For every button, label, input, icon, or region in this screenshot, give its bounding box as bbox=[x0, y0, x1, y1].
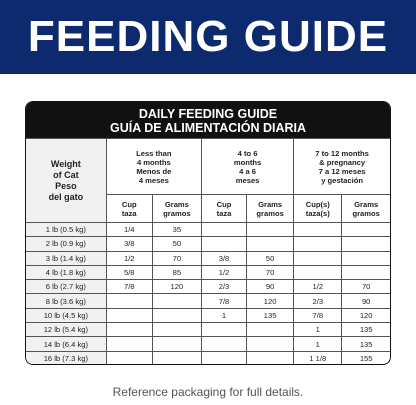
table-cell: 1 bbox=[201, 308, 246, 322]
table-cell: 70 bbox=[152, 251, 201, 265]
table-cell: 70 bbox=[247, 265, 294, 279]
feeding-table bbox=[26, 138, 390, 365]
column-header: Cup taza bbox=[201, 195, 246, 223]
table-row bbox=[26, 237, 390, 251]
table-cell: 5/8 bbox=[106, 265, 152, 279]
table-cell: 155 bbox=[342, 351, 390, 365]
table-body bbox=[26, 223, 390, 365]
table-cell: 135 bbox=[342, 323, 390, 337]
weight-cell: 1 lb (0.5 kg) bbox=[26, 223, 106, 237]
weight-cell: 16 lb (7.3 kg) bbox=[26, 351, 106, 365]
table-cell: 7/8 bbox=[294, 308, 342, 322]
table-row bbox=[26, 323, 390, 337]
age-group-header: Less than 4 months Menos de 4 meses bbox=[106, 139, 201, 195]
table-cell bbox=[247, 351, 294, 365]
table-cell bbox=[106, 294, 152, 308]
card-title-en: DAILY FEEDING GUIDE bbox=[138, 107, 278, 121]
weight-cell: 6 lb (2.7 kg) bbox=[26, 280, 106, 294]
weight-cell: 14 lb (6.4 kg) bbox=[26, 337, 106, 351]
table-cell bbox=[201, 223, 246, 237]
table-row bbox=[26, 351, 390, 365]
table-cell: 7/8 bbox=[106, 280, 152, 294]
table-cell: 85 bbox=[152, 265, 201, 279]
card-header bbox=[26, 102, 390, 138]
column-header: Grams gramos bbox=[152, 195, 201, 223]
column-header: Grams gramos bbox=[247, 195, 294, 223]
table-row bbox=[26, 251, 390, 265]
table-cell bbox=[342, 251, 390, 265]
table-cell bbox=[247, 223, 294, 237]
table-row bbox=[26, 280, 390, 294]
table-row bbox=[26, 265, 390, 279]
card-title-es: GUÍA DE ALIMENTACIÓN DIARIA bbox=[109, 121, 307, 135]
table-cell: 120 bbox=[342, 308, 390, 322]
table-cell bbox=[247, 323, 294, 337]
table-row bbox=[26, 294, 390, 308]
table-cell: 1/4 bbox=[106, 223, 152, 237]
table-cell: 50 bbox=[247, 251, 294, 265]
weight-cell: 2 lb (0.9 kg) bbox=[26, 237, 106, 251]
table-cell bbox=[201, 351, 246, 365]
table-cell bbox=[152, 294, 201, 308]
banner-title: FEEDING GUIDE bbox=[27, 12, 389, 61]
table-cell: 2/3 bbox=[201, 280, 246, 294]
table-cell bbox=[106, 337, 152, 351]
weight-cell: 8 lb (3.6 kg) bbox=[26, 294, 106, 308]
table-cell: 35 bbox=[152, 223, 201, 237]
table-row bbox=[26, 308, 390, 322]
table-cell: 90 bbox=[247, 280, 294, 294]
table-cell bbox=[342, 237, 390, 251]
table-row bbox=[26, 223, 390, 237]
age-group-header: 4 to 6 months 4 a 6 meses bbox=[201, 139, 293, 195]
table-cell bbox=[342, 223, 390, 237]
table-cell: 3/8 bbox=[201, 251, 246, 265]
table-cell: 120 bbox=[152, 280, 201, 294]
table-cell bbox=[106, 308, 152, 322]
table-cell: 2/3 bbox=[294, 294, 342, 308]
table-cell bbox=[294, 265, 342, 279]
table-cell bbox=[247, 337, 294, 351]
table-cell: 1/2 bbox=[106, 251, 152, 265]
column-header: Cup(s) taza(s) bbox=[294, 195, 342, 223]
age-group-header: 7 to 12 months & pregnancy 7 a 12 meses y gestación bbox=[294, 139, 390, 195]
table-cell bbox=[342, 265, 390, 279]
table-cell bbox=[201, 323, 246, 337]
column-header: Grams gramos bbox=[342, 195, 390, 223]
column-header: Cup taza bbox=[106, 195, 152, 223]
table-cell: 70 bbox=[342, 280, 390, 294]
header-banner bbox=[0, 0, 416, 74]
weight-cell: 3 lb (1.4 kg) bbox=[26, 251, 106, 265]
weight-cell: 4 lb (1.8 kg) bbox=[26, 265, 106, 279]
table-cell: 3/8 bbox=[106, 237, 152, 251]
table-cell: 50 bbox=[152, 237, 201, 251]
table-cell bbox=[152, 351, 201, 365]
table-cell: 1/2 bbox=[294, 280, 342, 294]
weight-cell: 10 lb (4.5 kg) bbox=[26, 308, 106, 322]
table-cell: 135 bbox=[247, 308, 294, 322]
table-cell bbox=[201, 237, 246, 251]
table-cell bbox=[152, 308, 201, 322]
table-cell bbox=[201, 337, 246, 351]
table-cell: 120 bbox=[247, 294, 294, 308]
table-cell: 1 bbox=[294, 323, 342, 337]
table-cell bbox=[106, 351, 152, 365]
table-cell bbox=[247, 237, 294, 251]
table-cell: 1/2 bbox=[201, 265, 246, 279]
table-cell: 90 bbox=[342, 294, 390, 308]
table-cell: 7/8 bbox=[201, 294, 246, 308]
table-cell bbox=[152, 323, 201, 337]
table-cell: 1 1/8 bbox=[294, 351, 342, 365]
table-cell bbox=[294, 223, 342, 237]
table-cell: 1 bbox=[294, 337, 342, 351]
table-cell: 135 bbox=[342, 337, 390, 351]
table-cell bbox=[294, 251, 342, 265]
footer-note: Reference packaging for full details. bbox=[112, 385, 304, 399]
table-cell bbox=[294, 237, 342, 251]
table-cell bbox=[106, 323, 152, 337]
table-cell bbox=[152, 337, 201, 351]
feeding-guide-card bbox=[25, 101, 391, 365]
weight-cell: 12 lb (5.4 kg) bbox=[26, 323, 106, 337]
weight-header: Weight of Cat Peso del gato bbox=[26, 139, 106, 223]
table-row bbox=[26, 337, 390, 351]
